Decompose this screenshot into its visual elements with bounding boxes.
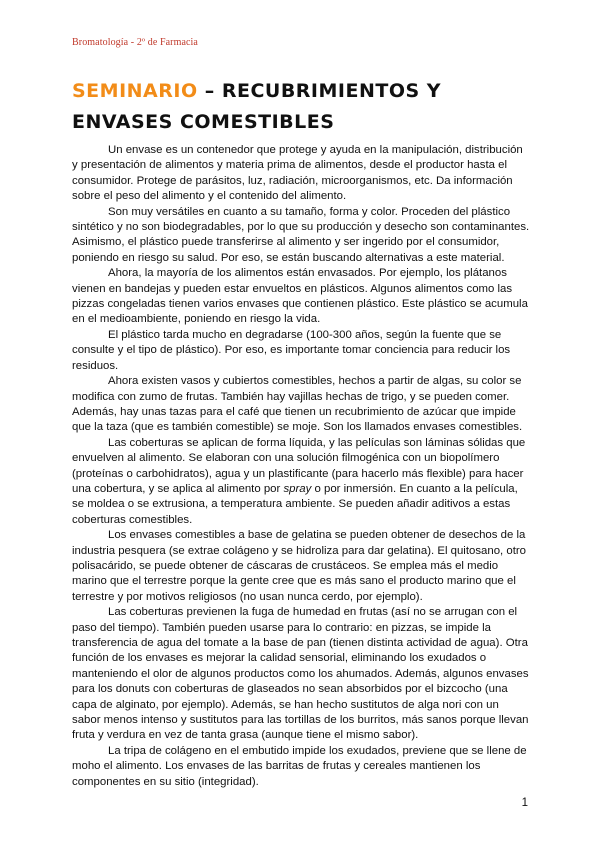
paragraph: Son muy versátiles en cuanto a su tamaño, forma y color. Proceden del plástico sintético y no son biodegradables, por lo que su producción y desecho son contaminantes. Asimismo, el plástico puede transferirse al alimento y ser ingerido por el consumidor, poniendo en riesgo su salud. Por eso, se están buscando alternativas a este material. [72,205,530,264]
running-header: Bromatología - 2º de Farmacia [72,37,198,48]
paragraph: Ahora, la mayoría de los alimentos están envasados. Por ejemplo, los plátanos vienen en bandejas y pueden estar envueltos en plásticos. Algunos alimentos como las pizzas congeladas tienen varios envases que contienen plástico. Este plástico se acumula en el medioambiente, poniendo en riesgo la vida. [72,267,528,326]
title-rest: – RECUBRIMIENTOS Y ENVASES COMESTIBLES [72,80,442,133]
paragraph: Las coberturas previenen la fuga de humedad en frutas (así no se arrugan con el paso del tiempo). También pueden usarse para lo contrario: en pizzas, se impide la transferencia de agua del tomate a la base de pan (tienen distinta actividad de agua). Otra función de los envases es mejorar la calidad sensorial, eliminando los exudados o manteniendo el olor de algunos productos como los ahumados. Además, algunos envases para los donuts con coberturas de glaseados no sean absorbidos por el bizcocho (una capa de alginato, por ejemplo). Además, se han hecho sustitutos de alga nori con un sabor menos intenso y sustitutos para las tortillas de los burritos, más sanos porque llevan fruta y verdura en vez de tanta grasa (aunque tiene el mismo sabor). [72,606,529,742]
paragraph: La tripa de colágeno en el embutido impide los exudados, previene que se llene de moho el alimento. Los envases de las barritas de frutas y cereales mantienen los componentes en su sitio (integridad). [72,744,527,788]
paragraph: El plástico tarda mucho en degradarse (100-300 años, según la fuente que se consulte y el tipo de plástico). Por eso, es importante tomar conciencia para reducir los residuos. [72,328,511,372]
paragraph: Ahora existen vasos y cubiertos comestibles, hechos a partir de algas, su color se modifica con zumo de frutas. También hay vajillas hechas de trigo, y se pueden comer. Además, hay unas tazas para el café que tienen un recubrimiento de azúcar que impide que la taza (que es también comestible) se moje. Son los llamados envases comestibles. [72,375,523,434]
paragraph: Los envases comestibles a base de gelatina se pueden obtener de desechos de la industria pesquera (se extrae colágeno y se hidroliza para dar gelatina). El quitosano, otro polisacárido, se puede obtener de cáscaras de crustáceos. Se emplea más el medio marino que el terrestre porque la gente cree que es más sano el producto marino que el terrestre y por motivos religiosos (no usan nunca cerdo, por ejemplo). [72,529,526,603]
page-title [72,76,542,138]
title-accent: SEMINARIO [72,80,198,102]
document-body [72,143,530,790]
emphasis-spray: spray [283,482,312,495]
paragraph: Las coberturas se aplican de forma líquida, y las películas son láminas sólidas que envuelven al alimento. Se elaboran con una solución filmogénica con un biopolímero (proteínas o carbohidratos), agua y un plastificante (para hacerlo más flexible) para hacer una cobertura, y se aplica al alimento por spray o por inmersión. En cuanto a la película, se moldea o se extrusiona, a temperatura ambiente. Se pueden añadir aditivos a estas coberturas comestibles. [72,436,526,526]
paragraph: Un envase es un contenedor que protege y ayuda en la manipulación, distribución y presentación de alimentos y materia prima de alimentos, desde el productor hasta el consumidor. Protege de parásitos, luz, radiación, microorganismos, etc. Da información sobre el peso del alimento y el contenido del alimento. [72,144,523,203]
page-number: 1 [521,797,528,809]
